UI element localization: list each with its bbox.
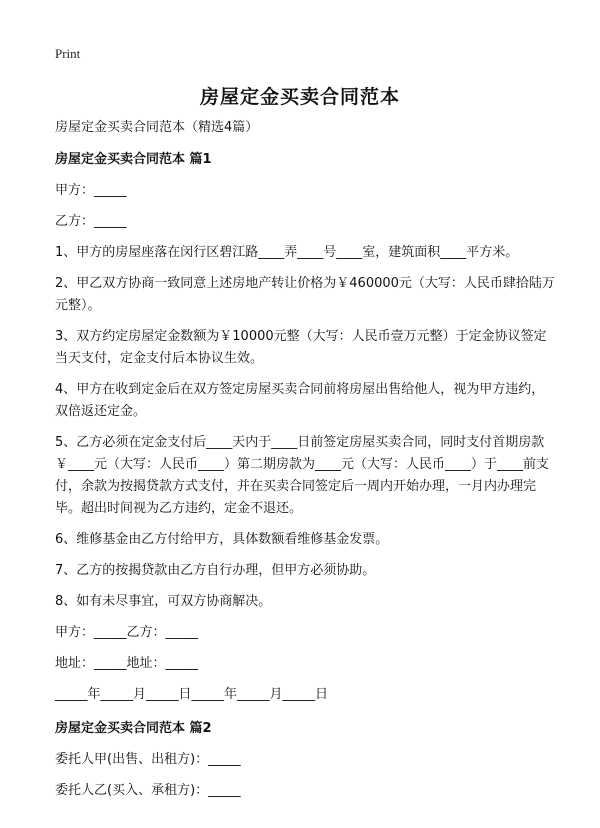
principal-b-line: 委托人乙(买入、承租方)：_____ — [55, 783, 241, 798]
clause-4: 4、甲方在收到定金后在双方签定房屋买卖合同前将房屋出售给他人，视为甲方违约，双倍返还定金。 — [55, 382, 545, 419]
date-line: _____年_____月_____日_____年_____月_____日 — [55, 687, 329, 702]
clause-5: 5、乙方必须在定金支付后____天内于____日前签定房屋买卖合同，同时支付首期房款￥____元（大写：人民币____）第二期房款为____元（大写：人民币____）于____前支付，余款为按揭贷款方式支付，并在买卖合同签定后一周内开始办理，一月内办理完毕。超出时间视为乙方违约，定金不退还。 — [55, 435, 550, 516]
clause-1: 1、甲方的房屋座落在闵行区碧江路____弄____号____室，建筑面积____平方米。 — [55, 245, 519, 260]
party-a-line: 甲方：_____ — [55, 183, 127, 198]
clause-7: 7、乙方的按揭贷款由乙方自行办理，但甲方必须协助。 — [55, 563, 376, 578]
principal-a-line: 委托人甲(出售、出租方)：_____ — [55, 752, 241, 767]
document-title: 房屋定金买卖合同范本 — [199, 86, 400, 108]
signature-parties-line: 甲方：_____乙方：_____ — [55, 625, 199, 640]
section-heading-2: 房屋定金买卖合同范本 篇2 — [55, 721, 212, 736]
clause-6: 6、维修基金由乙方付给甲方，具体数额看维修基金发票。 — [55, 532, 389, 547]
clause-8: 8、如有未尽事宜，可双方协商解决。 — [55, 594, 272, 609]
clause-3: 3、双方约定房屋定金数额为￥10000元整（大写：人民币壹万元整）于定金协议签定当天支付，定金支付后本协议生效。 — [55, 329, 547, 366]
clause-2: 2、甲乙双方协商一致同意上述房地产转让价格为￥460000元（大写：人民币肆拾陆万元整）。 — [55, 276, 555, 313]
address-line: 地址：_____地址：_____ — [55, 656, 199, 671]
section-heading-1: 房屋定金买卖合同范本 篇1 — [55, 152, 212, 167]
document-subtitle: 房屋定金买卖合同范本（精选4篇） — [55, 120, 259, 135]
document-body — [55, 117, 555, 811]
party-b-line: 乙方：_____ — [55, 214, 127, 229]
print-link[interactable]: Print — [55, 46, 81, 61]
